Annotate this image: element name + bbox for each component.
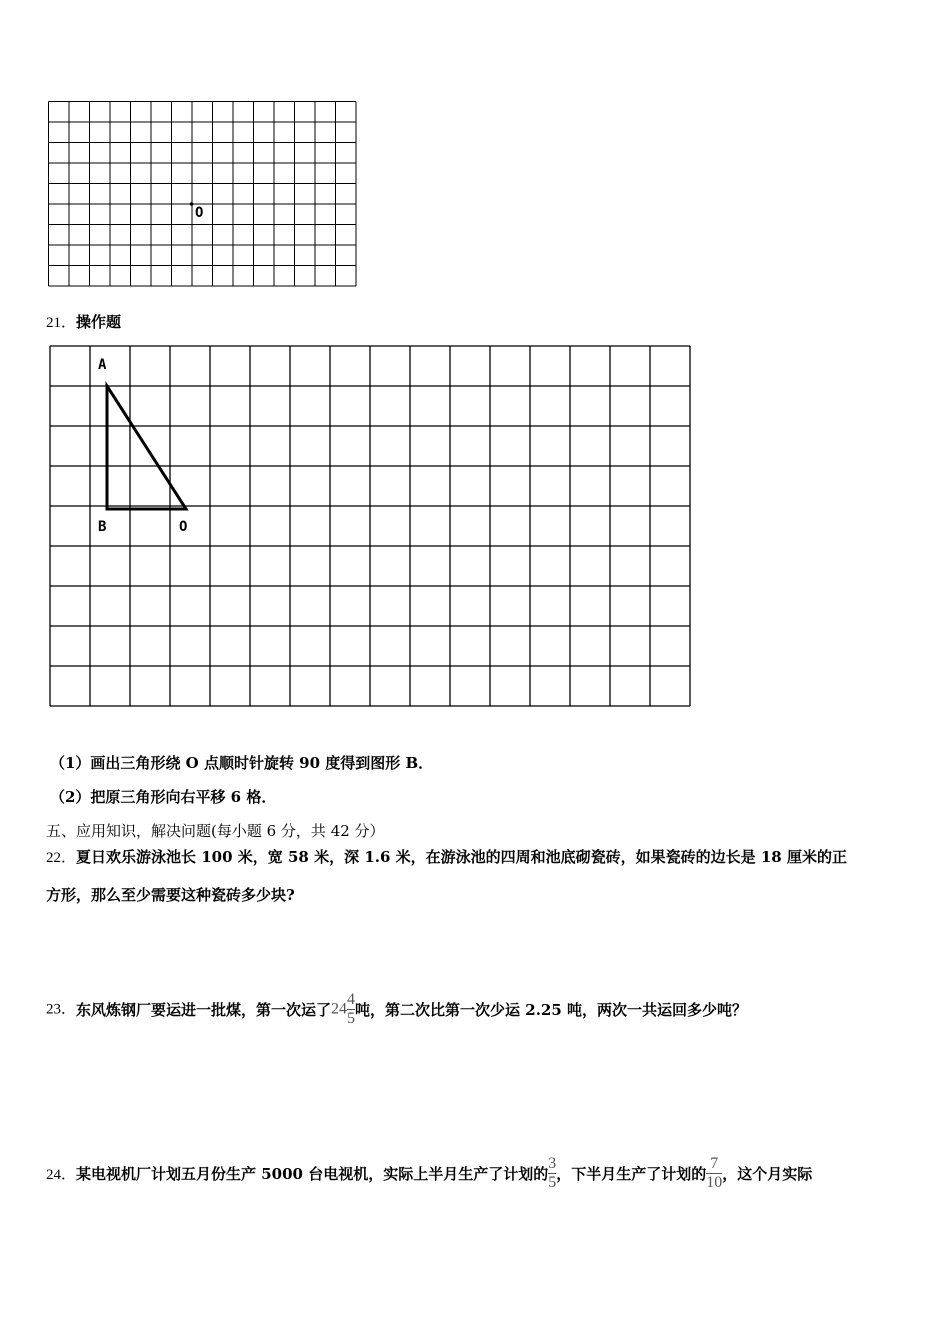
- fraction-denominator: 5: [548, 1174, 557, 1191]
- fraction-numerator: 4: [347, 991, 356, 1008]
- question-22-line-2: 方形，那么至少需要这种瓷砖多少块?: [46, 886, 295, 904]
- triangle-abo: [107, 386, 186, 509]
- question-24: [46, 1156, 812, 1191]
- question-21-title: 操作题: [76, 313, 122, 331]
- fraction-denominator: 5: [347, 1010, 356, 1027]
- question-24-number: 24．: [46, 1167, 77, 1183]
- fraction-7-10: [706, 1156, 722, 1191]
- grid-lines: [49, 102, 357, 287]
- point-o-dot: [190, 202, 194, 206]
- question-22-text-1: 夏日欢乐游泳池长 100 米，宽 58 米，深 1.6 米，在游泳池的四周和池底砌瓷砖，如果瓷砖的边长是 18 厘米的正: [76, 848, 847, 866]
- grid-2: [48, 344, 693, 714]
- label-b: B: [98, 519, 107, 535]
- question-21-number: 21．: [46, 315, 77, 331]
- question-22-line-1: [46, 846, 847, 867]
- fraction-3-5: [548, 1156, 556, 1191]
- question-24-text-middle: ，下半月生产了计划的: [556, 1165, 707, 1183]
- question-23-number: 23．: [46, 1001, 77, 1018]
- question-21-part-1: （1）画出三角形绕 O 点顺时针旋转 90 度得到图形 B．: [50, 754, 434, 772]
- question-24-text-before: 某电视机厂计划五月份生产 5000 台电视机，实际上半月生产了计划的: [76, 1165, 549, 1183]
- fraction-4-5: [347, 992, 355, 1027]
- question-23: [46, 992, 747, 1027]
- point-o-label: O: [195, 205, 204, 221]
- question-22-number: 22．: [46, 850, 77, 866]
- section-5-title: 五、应用知识，解决问题(每小题 6 分，共 42 分）: [46, 822, 385, 840]
- label-a: A: [98, 357, 107, 373]
- question-23-text-after: 吨，第二次比第一次少运 2.25 吨，两次一共运回多少吨？: [355, 1001, 748, 1019]
- grid-1: [48, 100, 358, 290]
- mixed-number-whole: 24: [331, 1000, 348, 1018]
- fraction-numerator: 7: [710, 1155, 719, 1172]
- question-23-text-before: 东风炼钢厂要运进一批煤，第一次运了: [76, 1001, 332, 1019]
- question-24-text-after: ，这个月实际: [722, 1165, 813, 1183]
- fraction-denominator: 10: [706, 1174, 723, 1191]
- question-21-part-2: （2）把原三角形向右平移 6 格．: [50, 788, 277, 806]
- fraction-numerator: 3: [548, 1155, 557, 1172]
- question-21-header: [46, 311, 121, 332]
- grid-lines: [50, 346, 690, 706]
- label-o: O: [179, 519, 188, 535]
